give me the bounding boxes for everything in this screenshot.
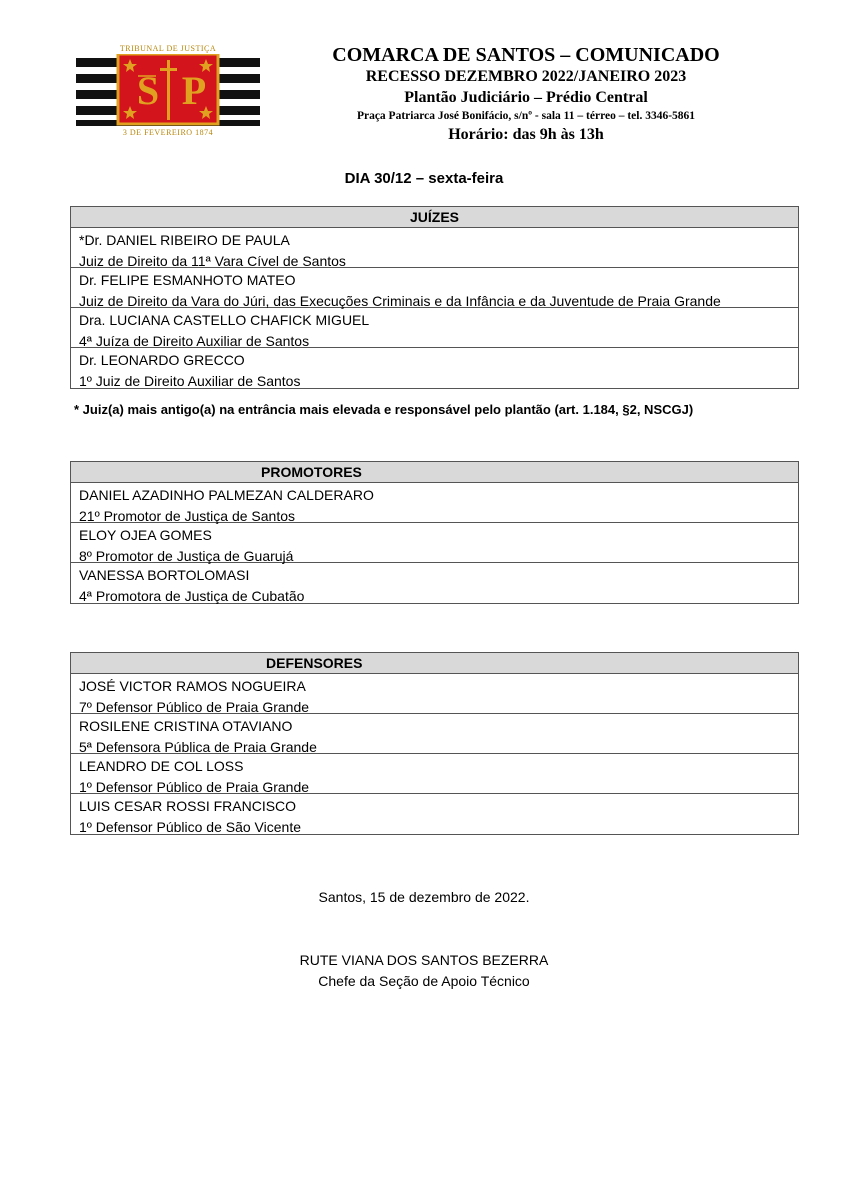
table-row	[71, 714, 798, 754]
person-role: 1º Defensor Público de São Vicente	[79, 819, 301, 835]
table-row	[71, 348, 798, 388]
person-role: 5ª Defensora Pública de Praia Grande	[79, 739, 317, 755]
header-hours: Horário: das 9h às 13h	[448, 126, 604, 143]
person-name: JOSÉ VICTOR RAMOS NOGUEIRA	[79, 678, 306, 694]
logo-bottom-text: 3 DE FEVEREIRO 1874	[122, 128, 214, 137]
judges-table	[70, 206, 799, 389]
header-subtitle: RECESSO DEZEMBRO 2022/JANEIRO 2023	[365, 68, 687, 85]
person-role: 21º Promotor de Justiça de Santos	[79, 508, 296, 524]
signer-title: Chefe da Seção de Apoio Técnico	[318, 973, 530, 989]
day-title: DIA 30/12 – sexta-feira	[344, 170, 504, 187]
table-row	[71, 794, 798, 834]
person-name: *Dr. DANIEL RIBEIRO DE PAULA	[79, 232, 290, 248]
table-row	[71, 523, 798, 563]
prosecutors-table	[70, 461, 799, 604]
person-name: Dra. LUCIANA CASTELLO CHAFICK MIGUEL	[79, 312, 370, 328]
table-row	[71, 674, 798, 714]
person-name: Dr. LEONARDO GRECCO	[79, 352, 245, 368]
person-role: 1º Defensor Público de Praia Grande	[79, 779, 310, 795]
document-header	[290, 44, 762, 145]
header-location: Plantão Judiciário – Prédio Central	[404, 89, 648, 106]
person-role: Juiz de Direito da Vara do Júri, das Execuções Criminais e da Infância e da Juventude de Praia Grande	[79, 293, 721, 309]
tribunal-logo	[76, 44, 260, 140]
person-role: 7º Defensor Público de Praia Grande	[79, 699, 310, 715]
person-role: 1º Juiz de Direito Auxiliar de Santos	[79, 373, 301, 389]
table-row	[71, 228, 798, 268]
header-address: Praça Patriarca José Bonifácio, s/nº - sala 11 – térreo – tel. 3346-5861	[356, 110, 696, 122]
person-name: LUIS CESAR ROSSI FRANCISCO	[79, 798, 297, 814]
prosecutors-table-header: PROMOTORES	[71, 462, 798, 483]
person-role: Juiz de Direito da 11ª Vara Cível de Santos	[79, 253, 346, 269]
person-role: 8º Promotor de Justiça de Guarujá	[79, 548, 294, 564]
defenders-table	[70, 652, 799, 835]
judges-note: * Juiz(a) mais antigo(a) na entrância mais elevada e responsável pelo plantão (art. 1.184, §2, NSCGJ)	[74, 402, 694, 417]
tribunal-emblem-icon	[76, 54, 260, 130]
place-date: Santos, 15 de dezembro de 2022.	[318, 889, 530, 905]
person-name: LEANDRO DE COL LOSS	[79, 758, 244, 774]
person-name: ROSILENE CRISTINA OTAVIANO	[79, 718, 293, 734]
table-row	[71, 563, 798, 603]
table-row	[71, 308, 798, 348]
logo-letter-p: P	[181, 68, 207, 113]
person-role: 4ª Juíza de Direito Auxiliar de Santos	[79, 333, 310, 349]
person-name: DANIEL AZADINHO PALMEZAN CALDERARO	[79, 487, 374, 503]
defenders-table-header: DEFENSORES	[71, 653, 798, 674]
logo-letter-s: S	[136, 68, 160, 113]
table-row	[71, 754, 798, 794]
logo-top-text: TRIBUNAL DE JUSTIÇA	[119, 44, 217, 53]
signer-name: RUTE VIANA DOS SANTOS BEZERRA	[299, 952, 549, 968]
person-role: 4ª Promotora de Justiça de Cubatão	[79, 588, 305, 604]
judges-table-header: JUÍZES	[71, 207, 798, 228]
person-name: ELOY OJEA GOMES	[79, 527, 212, 543]
table-row	[71, 483, 798, 523]
person-name: VANESSA BORTOLOMASI	[79, 567, 250, 583]
table-row	[71, 268, 798, 308]
header-title: COMARCA DE SANTOS – COMUNICADO	[332, 44, 720, 66]
person-name: Dr. FELIPE ESMANHOTO MATEO	[79, 272, 296, 288]
